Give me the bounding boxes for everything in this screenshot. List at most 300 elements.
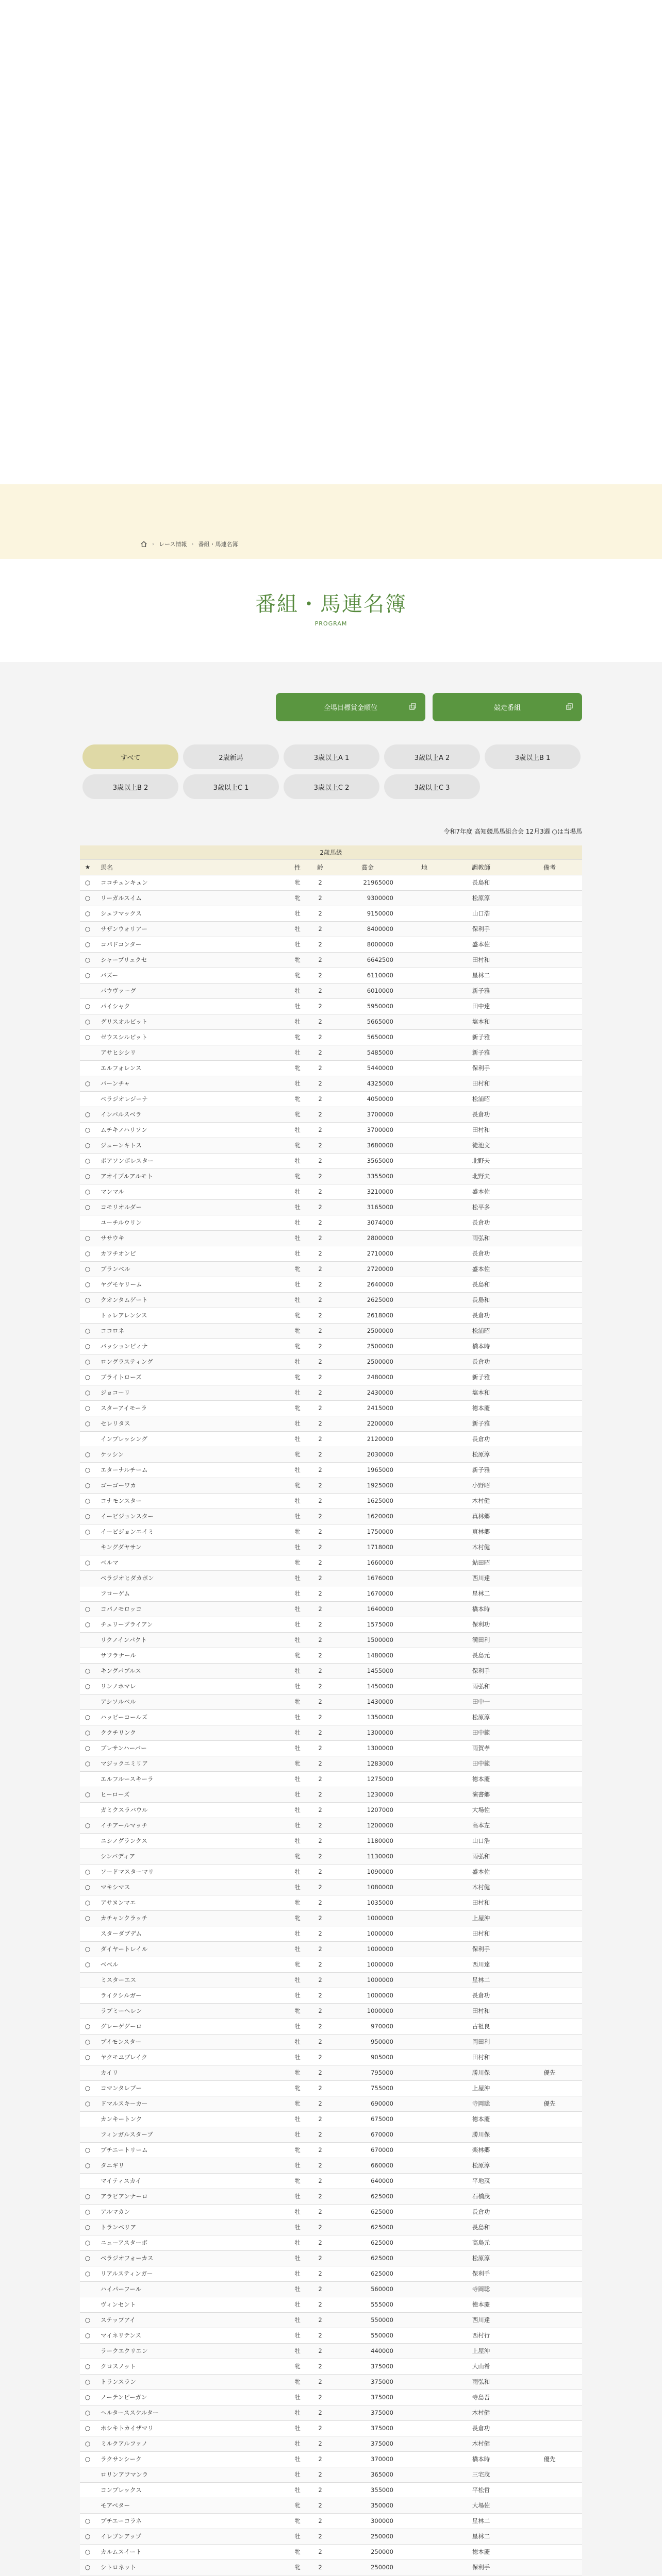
external-link-icon — [409, 703, 416, 710]
local-mark: ○ — [80, 875, 95, 890]
horse-name[interactable]: ラークエクリエン — [95, 2343, 286, 2359]
prize-money: 625000 — [332, 2219, 404, 2235]
trainer: 松原淳 — [445, 1447, 517, 1462]
horse-name[interactable]: ジューンキトス — [95, 1138, 286, 1153]
horse-name[interactable]: プチエーコラネ — [95, 2513, 286, 2529]
remarks — [517, 1478, 582, 1493]
sex: 牡 — [286, 2127, 309, 2142]
trainer: 西川達 — [445, 1957, 517, 1972]
trainer: 上屋沖 — [445, 2343, 517, 2359]
horse-name[interactable]: コンプレックス — [95, 2482, 286, 2498]
prize-money: 2500000 — [332, 1354, 404, 1369]
horse-name[interactable]: アサヌンマエ — [95, 1895, 286, 1910]
remarks — [517, 875, 582, 890]
horse-name[interactable]: ヴィンセント — [95, 2297, 286, 2312]
horse-name[interactable]: ココロネ — [95, 1323, 286, 1338]
sex: 牡 — [286, 1833, 309, 1849]
remarks — [517, 2173, 582, 2189]
region — [404, 1215, 445, 1230]
table-row — [80, 1601, 582, 1617]
horse-name[interactable]: ヤグモヤリーム — [95, 1277, 286, 1292]
table-row — [80, 1354, 582, 1369]
region — [404, 2034, 445, 2049]
horse-name[interactable]: ノーテンピーガン — [95, 2389, 286, 2405]
region — [404, 2127, 445, 2142]
filter-tab[interactable]: 3歳以上A 1 — [284, 744, 379, 769]
horse-name[interactable]: ライクシルガー — [95, 1988, 286, 2003]
local-mark: ○ — [80, 921, 95, 937]
table-row — [80, 2173, 582, 2189]
age: 2 — [309, 2359, 332, 2374]
region — [404, 1014, 445, 1029]
horse-name[interactable]: イチアールマッチ — [95, 1818, 286, 1833]
horse-name[interactable]: マンマル — [95, 1184, 286, 1199]
sex: 牡 — [286, 2019, 309, 2034]
horse-name[interactable]: バッションピィナ — [95, 1338, 286, 1354]
prize-money: 1350000 — [332, 1709, 404, 1725]
region — [404, 1849, 445, 1864]
filter-tab[interactable]: 3歳以上C 2 — [284, 774, 379, 799]
remarks — [517, 1215, 582, 1230]
region — [404, 2312, 445, 2328]
prize-money: 1200000 — [332, 1818, 404, 1833]
sex: 牝 — [286, 1895, 309, 1910]
trainer: 北野夫 — [445, 1153, 517, 1168]
age: 2 — [309, 1431, 332, 1447]
table-row — [80, 1957, 582, 1972]
horse-name[interactable]: アラピアンナーロ — [95, 2189, 286, 2204]
horse-name[interactable]: アサヒシシリ — [95, 1045, 286, 1060]
trainer: 高本左 — [445, 1818, 517, 1833]
horse-name[interactable]: ニューアスターボ — [95, 2235, 286, 2250]
prize-money: 2030000 — [332, 1447, 404, 1462]
sex: 牡 — [286, 1617, 309, 1632]
prize-money: 1000000 — [332, 1957, 404, 1972]
remarks — [517, 1957, 582, 1972]
age: 2 — [309, 937, 332, 952]
local-mark: ○ — [80, 1230, 95, 1246]
filter-tab[interactable]: 3歳以上C 3 — [384, 774, 480, 799]
prize-money: 6642500 — [332, 952, 404, 968]
local-mark: ○ — [80, 2436, 95, 2451]
age: 2 — [309, 890, 332, 906]
trainer: 徳本慶 — [445, 2544, 517, 2560]
sex: 牡 — [286, 1539, 309, 1555]
table-row — [80, 1679, 582, 1694]
prize-money: 2430000 — [332, 1385, 404, 1400]
region — [404, 1926, 445, 1941]
region — [404, 1694, 445, 1709]
horse-name[interactable]: ムチキノハリソン — [95, 1122, 286, 1138]
sex: 牝 — [286, 1369, 309, 1385]
table-row — [80, 2467, 582, 2482]
filter-tab[interactable]: 3歳以上A 2 — [384, 744, 480, 769]
age: 2 — [309, 968, 332, 983]
horse-name[interactable]: ベラジオヒダカボン — [95, 1570, 286, 1586]
horse-name[interactable]: インパルスベラ — [95, 1107, 286, 1122]
region — [404, 1060, 445, 1076]
horse-name[interactable]: トランスラン — [95, 2374, 286, 2389]
target-prize-ranking-button[interactable] — [276, 693, 425, 721]
table-row — [80, 1060, 582, 1076]
horse-name[interactable]: トランベリア — [95, 2219, 286, 2235]
horse-name[interactable]: ベラジオフォーカス — [95, 2250, 286, 2266]
prize-money: 1925000 — [332, 1478, 404, 1493]
horse-name[interactable]: コナモンスター — [95, 1493, 286, 1509]
sex: 牡 — [286, 1230, 309, 1246]
trainer: 山口浩 — [445, 1833, 517, 1849]
trainer: 田村和 — [445, 952, 517, 968]
horse-name[interactable]: バズー — [95, 968, 286, 983]
horse-name[interactable]: カルムスイート — [95, 2544, 286, 2560]
remarks — [517, 1261, 582, 1277]
horse-name[interactable]: モアベター — [95, 2498, 286, 2513]
prize-money: 375000 — [332, 2389, 404, 2405]
page-subtitle: PROGRAM — [315, 620, 347, 627]
prize-money: 1000000 — [332, 1972, 404, 1988]
local-mark: ○ — [80, 1740, 95, 1756]
age: 2 — [309, 1184, 332, 1199]
horse-name[interactable]: マキシマス — [95, 1879, 286, 1895]
sex: 牡 — [286, 2297, 309, 2312]
horse-name[interactable]: ハッピーコールズ — [95, 1709, 286, 1725]
horse-name[interactable]: トゥレアレンシス — [95, 1308, 286, 1323]
sex: 牝 — [286, 2173, 309, 2189]
region — [404, 2096, 445, 2111]
breadcrumb-home[interactable] — [140, 540, 147, 548]
horse-name[interactable]: ヘルターススケルター — [95, 2405, 286, 2420]
horse-name[interactable]: シンバディア — [95, 1849, 286, 1864]
trainer: 徳本慶 — [445, 1400, 517, 1416]
horse-name[interactable]: ロリンアフマンラ — [95, 2467, 286, 2482]
horse-name[interactable]: アルマカン — [95, 2204, 286, 2219]
prize-money: 640000 — [332, 2173, 404, 2189]
horse-name[interactable]: サフラナール — [95, 1648, 286, 1663]
horse-name[interactable]: タニギリ — [95, 2158, 286, 2173]
horse-name[interactable]: ベベル — [95, 1957, 286, 1972]
local-mark — [80, 2281, 95, 2297]
horse-name[interactable]: エルフルースキーラ — [95, 1771, 286, 1787]
remarks — [517, 2312, 582, 2328]
horse-name[interactable]: ユーチルウリン — [95, 1215, 286, 1230]
horse-name[interactable]: グレーゲグーロ — [95, 2019, 286, 2034]
horse-name[interactable]: カイリ — [95, 2065, 286, 2080]
local-mark: ○ — [80, 968, 95, 983]
horse-name[interactable]: ココチュンキュン — [95, 875, 286, 890]
trainer: 保利手 — [445, 1060, 517, 1076]
horse-name[interactable]: セレリタス — [95, 1416, 286, 1431]
remarks — [517, 1988, 582, 2003]
horse-name[interactable]: プチニートリーム — [95, 2142, 286, 2158]
remarks — [517, 2498, 582, 2513]
remarks — [517, 1292, 582, 1308]
table-row — [80, 2065, 582, 2080]
local-mark — [80, 2498, 95, 2513]
local-mark: ○ — [80, 2096, 95, 2111]
horse-name[interactable]: ソードマスターマリ — [95, 1864, 286, 1879]
horse-name[interactable]: キングパブルス — [95, 1663, 286, 1679]
prize-money: 670000 — [332, 2142, 404, 2158]
trainer: 田中範 — [445, 1756, 517, 1771]
prize-money: 375000 — [332, 2359, 404, 2374]
region — [404, 1509, 445, 1524]
horse-name[interactable]: スターダブデム — [95, 1926, 286, 1941]
horse-name[interactable]: グリスオルビット — [95, 1014, 286, 1029]
local-mark — [80, 1215, 95, 1230]
local-mark: ○ — [80, 1509, 95, 1524]
horse-name[interactable]: ラブミーヘレン — [95, 2003, 286, 2019]
trainer: 小野昭 — [445, 1478, 517, 1493]
table-row — [80, 1277, 582, 1292]
trainer: 星林二 — [445, 1586, 517, 1601]
region — [404, 1261, 445, 1277]
horse-name[interactable]: サザンウォリアー — [95, 921, 286, 937]
horse-name[interactable]: エターナルチーム — [95, 1462, 286, 1478]
horse-name[interactable]: リンノホマレ — [95, 1679, 286, 1694]
horse-name[interactable]: コマンタレブー — [95, 2080, 286, 2096]
local-mark — [80, 1570, 95, 1586]
age: 2 — [309, 1771, 332, 1787]
horse-name[interactable]: バーンチャ — [95, 1076, 286, 1091]
region — [404, 1199, 445, 1215]
prize-money: 2200000 — [332, 1416, 404, 1431]
table-row — [80, 1076, 582, 1091]
horse-name[interactable]: ベルマ — [95, 1555, 286, 1570]
horse-name[interactable]: シェフマックス — [95, 906, 286, 921]
horse-name[interactable]: プイモンスター — [95, 2034, 286, 2049]
remarks — [517, 2482, 582, 2498]
remarks — [517, 1369, 582, 1385]
age: 2 — [309, 1756, 332, 1771]
table-row — [80, 2297, 582, 2312]
remarks — [517, 1972, 582, 1988]
sex: 牝 — [286, 1107, 309, 1122]
age: 2 — [309, 2219, 332, 2235]
table-row — [80, 1632, 582, 1648]
sex: 牡 — [286, 1385, 309, 1400]
region — [404, 1354, 445, 1369]
sex: 牡 — [286, 1663, 309, 1679]
horse-name[interactable]: ベラジオレジーナ — [95, 1091, 286, 1107]
horse-name[interactable]: ステップアイ — [95, 2312, 286, 2328]
region — [404, 1292, 445, 1308]
prize-money: 2500000 — [332, 1323, 404, 1338]
local-mark — [80, 1972, 95, 1988]
horse-name[interactable]: キングダヤサン — [95, 1539, 286, 1555]
horse-name[interactable]: ドマルスキーカー — [95, 2096, 286, 2111]
trainer: 長倉功 — [445, 2420, 517, 2436]
sex: 牝 — [286, 1555, 309, 1570]
local-mark: ○ — [80, 1864, 95, 1879]
region — [404, 983, 445, 998]
table-row — [80, 1091, 582, 1107]
filter-tab[interactable]: 2歳新馬 — [183, 744, 279, 769]
age: 2 — [309, 1400, 332, 1416]
region — [404, 1230, 445, 1246]
age: 2 — [309, 2142, 332, 2158]
sex: 牡 — [286, 2189, 309, 2204]
table-row — [80, 1338, 582, 1354]
prize-money: 3700000 — [332, 1122, 404, 1138]
table-row — [80, 1787, 582, 1802]
horse-name[interactable]: フローゲム — [95, 1586, 286, 1601]
table-row — [80, 1215, 582, 1230]
breadcrumb-item-race-info[interactable]: レース情報 — [159, 541, 187, 548]
trainer: 田村和 — [445, 1895, 517, 1910]
age: 2 — [309, 2250, 332, 2266]
trainer: 田村和 — [445, 1076, 517, 1091]
horse-name[interactable]: マイネリテンス — [95, 2328, 286, 2343]
horse-name[interactable]: ククチリンク — [95, 1725, 286, 1740]
sex: 牝 — [286, 2142, 309, 2158]
table-row — [80, 2359, 582, 2374]
trainer: 保利功 — [445, 1617, 517, 1632]
horse-name[interactable]: ガミクスラバウル — [95, 1802, 286, 1818]
horse-name[interactable]: ゴーゴーワカ — [95, 1478, 286, 1493]
table-row — [80, 1493, 582, 1509]
horse-name[interactable]: フィンガルスターブ — [95, 2127, 286, 2142]
trainer: 田村和 — [445, 2003, 517, 2019]
age: 2 — [309, 1787, 332, 1802]
trainer: 松原淳 — [445, 1709, 517, 1725]
horse-name[interactable]: カチャンクラッチ — [95, 1910, 286, 1926]
remarks — [517, 1740, 582, 1756]
filter-tab[interactable]: 3歳以上B 1 — [485, 744, 581, 769]
local-mark — [80, 2343, 95, 2359]
filter-tab[interactable]: 3歳以上B 2 — [82, 774, 178, 799]
trainer: 田村和 — [445, 2049, 517, 2065]
race-program-button[interactable] — [433, 693, 582, 721]
trainer: 徳本慶 — [445, 2297, 517, 2312]
age: 2 — [309, 1369, 332, 1385]
local-mark: ○ — [80, 2420, 95, 2436]
horse-name[interactable]: ゼウスシルビット — [95, 1029, 286, 1045]
table-row — [80, 2451, 582, 2467]
horse-name[interactable]: クオンタムゲート — [95, 1292, 286, 1308]
horse-name[interactable]: ジョコーリ — [95, 1385, 286, 1400]
sex: 牡 — [286, 1416, 309, 1431]
table-row — [80, 2111, 582, 2127]
horse-name[interactable]: ケッシン — [95, 1447, 286, 1462]
horse-name[interactable]: ホシキトカイザマリ — [95, 2420, 286, 2436]
local-mark: ○ — [80, 2374, 95, 2389]
region — [404, 1184, 445, 1199]
horse-name[interactable]: エルフォレンス — [95, 1060, 286, 1076]
horse-name[interactable]: リーガルスイム — [95, 890, 286, 906]
horse-name[interactable]: リアルスティンガー — [95, 2266, 286, 2281]
region-header: 地 — [404, 859, 445, 875]
horse-name[interactable]: アシソルベル — [95, 1694, 286, 1709]
horse-name[interactable]: ダイヤートレイル — [95, 1941, 286, 1957]
trainer: 平地茂 — [445, 2173, 517, 2189]
horse-name[interactable]: ラクサンシーク — [95, 2451, 286, 2467]
horse-roster-table-wrapper — [80, 845, 582, 2576]
region — [404, 1740, 445, 1756]
horse-name[interactable]: チェリーブライアン — [95, 1617, 286, 1632]
remarks — [517, 2019, 582, 2034]
region — [404, 2281, 445, 2297]
horse-name[interactable]: カンキートンク — [95, 2111, 286, 2127]
region — [404, 2544, 445, 2560]
horse-name[interactable]: リクノインパクト — [95, 1632, 286, 1648]
region — [404, 2080, 445, 2096]
horse-name[interactable]: ササウキ — [95, 1230, 286, 1246]
horse-name[interactable]: コパノモロッコ — [95, 1601, 286, 1617]
trainer: 雨弘和 — [445, 1230, 517, 1246]
trainer: 田中達 — [445, 998, 517, 1014]
horse-name[interactable]: マイティスカイ — [95, 2173, 286, 2189]
age: 2 — [309, 2019, 332, 2034]
horse-name[interactable]: ブレサンハーバー — [95, 1740, 286, 1756]
sex: 牡 — [286, 1076, 309, 1091]
sex: 牝 — [286, 952, 309, 968]
region — [404, 1447, 445, 1462]
table-row — [80, 2328, 582, 2343]
horse-roster-table — [80, 845, 582, 2576]
prize-money: 2618000 — [332, 1308, 404, 1323]
prize-money: 300000 — [332, 2513, 404, 2529]
table-row — [80, 906, 582, 921]
horse-name[interactable]: シャープリュクセ — [95, 952, 286, 968]
table-row — [80, 1539, 582, 1555]
horse-name[interactable]: パウヴァーグ — [95, 983, 286, 998]
prize-money: 3210000 — [332, 1184, 404, 1199]
horse-name[interactable]: マジックエミリア — [95, 1756, 286, 1771]
table-row — [80, 2219, 582, 2235]
horse-name[interactable]: ミスターエス — [95, 1972, 286, 1988]
age-header: 齢 — [309, 859, 332, 875]
horse-name[interactable]: ハイパーフール — [95, 2281, 286, 2297]
horse-name[interactable]: ブライトローズ — [95, 1369, 286, 1385]
horse-name[interactable]: アオイブルアルモト — [95, 1168, 286, 1184]
sex: 牡 — [286, 2343, 309, 2359]
horse-name[interactable]: パイシャク — [95, 998, 286, 1014]
horse-name[interactable]: イレブンアップ — [95, 2529, 286, 2544]
filter-tab[interactable]: すべて — [82, 744, 178, 769]
horse-name[interactable]: イービジョンエイミ — [95, 1524, 286, 1539]
prize-money: 1480000 — [332, 1648, 404, 1663]
trainer: 星林二 — [445, 2513, 517, 2529]
remarks — [517, 2034, 582, 2049]
horse-name[interactable]: コモリオルダー — [95, 1199, 286, 1215]
horse-name[interactable]: カワチオンピ — [95, 1246, 286, 1261]
table-row — [80, 1818, 582, 1833]
horse-name[interactable]: ブランベル — [95, 1261, 286, 1277]
horse-name[interactable]: ボアソンボレスター — [95, 1153, 286, 1168]
horse-name[interactable]: シトロネット — [95, 2560, 286, 2575]
remarks — [517, 1184, 582, 1199]
region — [404, 2003, 445, 2019]
trainer: 長島元 — [445, 1648, 517, 1663]
horse-name[interactable]: インプレッシング — [95, 1431, 286, 1447]
horse-name[interactable]: ミルクアルファノ — [95, 2436, 286, 2451]
trainer: 勝川保 — [445, 2065, 517, 2080]
filter-tab[interactable]: 3歳以上C 1 — [183, 774, 279, 799]
horse-name[interactable]: ニシノグランクス — [95, 1833, 286, 1849]
horse-name[interactable]: ヒーローズ — [95, 1787, 286, 1802]
horse-name[interactable]: ロングラスティング — [95, 1354, 286, 1369]
horse-name[interactable]: イービジョンスター — [95, 1509, 286, 1524]
horse-name[interactable]: ヤクモユプレイク — [95, 2049, 286, 2065]
age: 2 — [309, 1570, 332, 1586]
sex: 牝 — [286, 1400, 309, 1416]
table-row — [80, 1029, 582, 1045]
sex: 牡 — [286, 1431, 309, 1447]
trainer: 田村和 — [445, 1122, 517, 1138]
horse-name[interactable]: クロスノット — [95, 2359, 286, 2374]
horse-name[interactable]: コパドコンター — [95, 937, 286, 952]
horse-name[interactable]: スターアイモーラ — [95, 1400, 286, 1416]
